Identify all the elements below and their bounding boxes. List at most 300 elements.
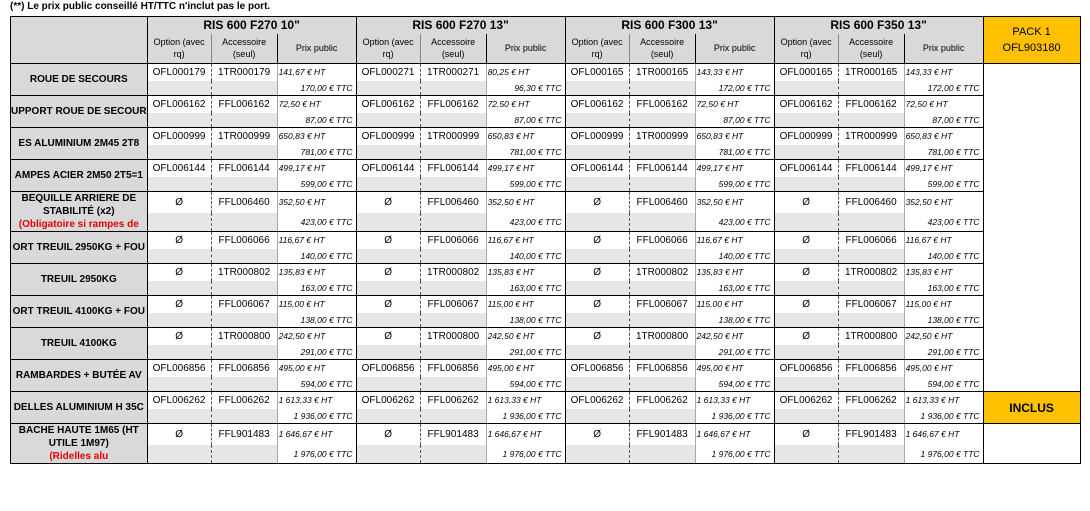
option-code: OFL000271 [356,64,420,81]
price-ttc: 1 936,00 € TTC [486,409,565,424]
price-ttc: 140,00 € TTC [904,249,983,264]
accessoire-code: 1TR000165 [629,64,695,81]
accessoire-code-blank [838,249,904,264]
row-label [11,128,148,160]
option-code: Ø [774,424,838,445]
price-ht: 242,50 € HT [486,328,565,345]
price-ttc: 599,00 € TTC [904,177,983,192]
accessoire-subheader: Accessoire (seul) [211,34,277,64]
accessoire-code: 1TR000165 [838,64,904,81]
accessoire-subheader: Accessoire (seul) [420,34,486,64]
option-code-blank [147,81,211,96]
price-ht: 650,83 € HT [904,128,983,145]
row-label [11,192,148,232]
price-ht: 135,83 € HT [277,264,356,281]
price-ttc: 291,00 € TTC [904,345,983,360]
option-code-blank [356,345,420,360]
accessoire-code: 1TR000802 [838,264,904,281]
accessoire-code: 1TR000802 [420,264,486,281]
row-label-text: BEQUILLE ARRIERE DE STABILITÉ (x2) [21,193,137,217]
pack-title: PACK 1 [1012,26,1051,38]
option-code: OFL006262 [147,392,211,409]
price-ttc: 172,00 € TTC [695,81,774,96]
price-ttc: 140,00 € TTC [277,249,356,264]
option-code: OFL006856 [147,360,211,377]
accessoire-code: FFL006144 [629,160,695,177]
row-label [11,392,148,424]
option-code: Ø [565,232,629,249]
accessoire-code: FFL006162 [838,96,904,113]
option-code: Ø [356,192,420,213]
accessoire-code: FFL901483 [629,424,695,445]
price-ht: 352,50 € HT [695,192,774,213]
accessoire-code-blank [838,377,904,392]
option-code-blank [147,145,211,160]
option-code-blank [774,213,838,232]
option-code: OFL006162 [147,96,211,113]
accessoire-code: FFL901483 [211,424,277,445]
option-code: OFL006262 [356,392,420,409]
accessoire-code: FFL006067 [838,296,904,313]
accessoire-code: FFL006067 [629,296,695,313]
option-code-blank [774,177,838,192]
accessoire-code: 1TR000800 [629,328,695,345]
option-code-blank [565,345,629,360]
pack-inclus: INCLUS [983,392,1080,424]
price-ht: 80,25 € HT [486,64,565,81]
row-label [11,360,148,392]
price-ttc: 599,00 € TTC [486,177,565,192]
option-code-blank [774,145,838,160]
accessoire-code: FFL006144 [211,160,277,177]
price-ht: 495,00 € HT [904,360,983,377]
accessoire-code-blank [838,145,904,160]
price-ht: 495,00 € HT [486,360,565,377]
option-code: Ø [356,328,420,345]
option-code: Ø [774,192,838,213]
accessoire-code: FFL901483 [838,424,904,445]
price-ttc: 594,00 € TTC [695,377,774,392]
row-label [11,96,148,128]
option-code-blank [147,177,211,192]
accessoire-code: FFL006162 [420,96,486,113]
option-subheader: Option (avec rq) [147,34,211,64]
accessoire-code: FFL006262 [211,392,277,409]
accessoire-code-blank [629,81,695,96]
accessoire-code-blank [629,145,695,160]
option-code: OFL000179 [147,64,211,81]
option-code: Ø [565,424,629,445]
price-ttc: 163,00 € TTC [277,281,356,296]
accessoire-code-blank [838,213,904,232]
accessoire-code-blank [420,81,486,96]
row-label-text: TREUIL 2950KG [40,274,117,285]
row-label [11,232,148,264]
accessoire-code: FFL006856 [838,360,904,377]
accessoire-code-blank [420,213,486,232]
row-label-text: AMPES ACIER 2M50 2T5=1 [14,170,143,181]
option-code-blank [356,281,420,296]
accessoire-code-blank [420,145,486,160]
price-ttc: 138,00 € TTC [695,313,774,328]
price-ht: 1 646,67 € HT [904,424,983,445]
price-ttc: 291,00 € TTC [486,345,565,360]
accessoire-code-blank [420,445,486,464]
price-ht: 650,83 € HT [695,128,774,145]
price-ttc: 140,00 € TTC [486,249,565,264]
price-ttc: 138,00 € TTC [904,313,983,328]
option-code-blank [147,409,211,424]
accessoire-subheader: Accessoire (seul) [838,34,904,64]
price-ht: 115,00 € HT [486,296,565,313]
option-code-blank [147,345,211,360]
accessoire-subheader: Accessoire (seul) [629,34,695,64]
option-code: OFL006144 [565,160,629,177]
pack-blank-area [983,424,1080,464]
option-code: OFL006856 [565,360,629,377]
accessoire-code-blank [211,213,277,232]
price-ttc: 87,00 € TTC [695,113,774,128]
accessoire-code-blank [420,113,486,128]
option-code-blank [774,249,838,264]
accessoire-code: FFL006066 [211,232,277,249]
price-ht: 352,50 € HT [486,192,565,213]
model-header: RIS 600 F300 13" [565,17,774,34]
accessoire-code: 1TR000802 [629,264,695,281]
accessoire-code-blank [211,81,277,96]
price-ht: 1 646,67 € HT [695,424,774,445]
option-code: OFL006856 [356,360,420,377]
option-code: Ø [774,232,838,249]
accessoire-code-blank [629,345,695,360]
accessoire-code-blank [420,281,486,296]
accessoire-code: FFL006460 [211,192,277,213]
option-code: Ø [356,296,420,313]
price-ttc: 594,00 € TTC [904,377,983,392]
accessoire-code-blank [838,177,904,192]
price-ttc: 1 936,00 € TTC [277,409,356,424]
accessoire-code-blank [629,281,695,296]
option-code: Ø [774,296,838,313]
accessoire-code-blank [629,113,695,128]
option-code: Ø [356,264,420,281]
option-code-blank [356,81,420,96]
price-ttc: 1 976,00 € TTC [486,445,565,464]
row-label-text: RAMBARDES + BUTÉE AV [15,370,142,381]
accessoire-code: FFL006162 [211,96,277,113]
option-code: Ø [565,192,629,213]
accessoire-code: FFL006066 [838,232,904,249]
price-ht: 499,17 € HT [904,160,983,177]
price-ht: 135,83 € HT [486,264,565,281]
price-ht: 1 646,67 € HT [486,424,565,445]
model-header: RIS 600 F350 13" [774,17,983,34]
price-ht: 1 613,33 € HT [277,392,356,409]
option-code: OFL006162 [356,96,420,113]
price-ttc: 781,00 € TTC [277,145,356,160]
price-ttc: 170,00 € TTC [277,81,356,96]
price-ht: 72,50 € HT [277,96,356,113]
price-ht: 143,33 € HT [695,64,774,81]
accessoire-code: 1TR000179 [211,64,277,81]
option-code-blank [356,445,420,464]
price-ttc: 781,00 € TTC [486,145,565,160]
accessoire-code: FFL006262 [629,392,695,409]
accessoire-code: FFL006856 [629,360,695,377]
corner-cell [11,17,148,64]
option-code-blank [774,345,838,360]
accessoire-code: FFL006460 [420,192,486,213]
option-code-blank [774,281,838,296]
row-label [11,296,148,328]
option-code: OFL006162 [774,96,838,113]
model-header: RIS 600 F270 13" [356,17,565,34]
price-sheet [10,16,1081,464]
option-code: OFL000165 [774,64,838,81]
price-ttc: 87,00 € TTC [904,113,983,128]
price-ht: 115,00 € HT [277,296,356,313]
option-code: OFL000999 [774,128,838,145]
option-code-blank [147,249,211,264]
price-ttc: 594,00 € TTC [486,377,565,392]
row-label-text: BACHE HAUTE 1M65 (HT UTILE 1M97) [18,425,139,449]
price-ttc: 594,00 € TTC [277,377,356,392]
accessoire-code-blank [420,409,486,424]
price-ht: 135,83 € HT [695,264,774,281]
prix-subheader: Prix public [277,34,356,64]
price-ttc: 291,00 € TTC [695,345,774,360]
price-ttc: 96,30 € TTC [486,81,565,96]
prix-subheader: Prix public [904,34,983,64]
accessoire-code-blank [420,377,486,392]
accessoire-code: 1TR000800 [420,328,486,345]
option-code-blank [565,409,629,424]
option-code-blank [565,213,629,232]
option-code: OFL006144 [356,160,420,177]
accessoire-code-blank [211,377,277,392]
row-label-note: (Obligatoire si rampes de [18,219,139,230]
option-code: Ø [147,232,211,249]
accessoire-code-blank [211,177,277,192]
accessoire-code: FFL006162 [629,96,695,113]
option-code-blank [147,213,211,232]
row-label [11,424,148,464]
price-ht: 72,50 € HT [486,96,565,113]
option-code: OFL006162 [565,96,629,113]
option-code: Ø [774,328,838,345]
price-ttc: 1 936,00 € TTC [904,409,983,424]
accessoire-code-blank [211,249,277,264]
option-code: OFL006262 [774,392,838,409]
price-ht: 242,50 € HT [695,328,774,345]
accessoire-code-blank [420,313,486,328]
accessoire-code: FFL901483 [420,424,486,445]
price-ht: 116,67 € HT [277,232,356,249]
price-ht: 116,67 € HT [695,232,774,249]
accessoire-code-blank [629,377,695,392]
option-code-blank [565,249,629,264]
option-code-blank [356,249,420,264]
price-ht: 499,17 € HT [486,160,565,177]
accessoire-code-blank [211,313,277,328]
price-ttc: 1 976,00 € TTC [904,445,983,464]
accessoire-code: 1TR000999 [838,128,904,145]
model-header: RIS 600 F270 10" [147,17,356,34]
option-code: Ø [147,328,211,345]
price-ttc: 87,00 € TTC [486,113,565,128]
option-code-blank [147,313,211,328]
price-ht: 1 646,67 € HT [277,424,356,445]
accessoire-code-blank [629,313,695,328]
accessoire-code-blank [838,313,904,328]
price-ht: 650,83 € HT [486,128,565,145]
option-code-blank [774,81,838,96]
option-code-blank [565,81,629,96]
accessoire-code: FFL006066 [629,232,695,249]
accessoire-code: 1TR000999 [211,128,277,145]
accessoire-code-blank [629,177,695,192]
price-ht: 115,00 € HT [904,296,983,313]
row-label-text: ORT TREUIL 4100KG + FOU [12,306,145,317]
accessoire-code-blank [838,281,904,296]
accessoire-code-blank [838,81,904,96]
price-ttc: 1 976,00 € TTC [695,445,774,464]
option-code: Ø [147,424,211,445]
price-ht: 495,00 € HT [695,360,774,377]
price-ht: 499,17 € HT [277,160,356,177]
accessoire-code-blank [420,345,486,360]
option-code: Ø [565,296,629,313]
option-code: Ø [356,232,420,249]
accessoire-code-blank [211,113,277,128]
price-ht: 115,00 € HT [695,296,774,313]
accessoire-code-blank [211,145,277,160]
price-ttc: 599,00 € TTC [277,177,356,192]
price-ht: 242,50 € HT [277,328,356,345]
option-code: OFL000165 [565,64,629,81]
accessoire-code-blank [629,213,695,232]
accessoire-code: FFL006144 [838,160,904,177]
price-ht: 1 613,33 € HT [486,392,565,409]
price-ttc: 138,00 € TTC [277,313,356,328]
option-code: OFL006262 [565,392,629,409]
option-code: OFL006856 [774,360,838,377]
accessoire-code: FFL006856 [211,360,277,377]
option-code-blank [356,145,420,160]
accessoire-code: 1TR000800 [211,328,277,345]
accessoire-code-blank [629,249,695,264]
row-label-text: UPPORT ROUE DE SECOUR [11,106,147,117]
option-code: OFL006144 [147,160,211,177]
accessoire-code-blank [629,445,695,464]
row-label-text: TREUIL 4100KG [40,338,117,349]
option-code-blank [774,113,838,128]
price-ht: 650,83 € HT [277,128,356,145]
price-ttc: 1 976,00 € TTC [277,445,356,464]
price-ht: 116,67 € HT [486,232,565,249]
price-ht: 1 613,33 € HT [695,392,774,409]
accessoire-code-blank [211,345,277,360]
price-ht: 141,67 € HT [277,64,356,81]
price-table [10,16,1081,464]
price-ttc: 423,00 € TTC [904,213,983,232]
accessoire-code: 1TR000800 [838,328,904,345]
price-ttc: 423,00 € TTC [277,213,356,232]
price-ttc: 599,00 € TTC [695,177,774,192]
option-code: OFL000999 [147,128,211,145]
option-code-blank [356,377,420,392]
option-code: Ø [774,264,838,281]
option-code-blank [565,281,629,296]
prix-subheader: Prix public [695,34,774,64]
option-code: Ø [147,264,211,281]
pack-header [983,17,1080,64]
accessoire-code: 1TR000271 [420,64,486,81]
option-code: OFL000999 [565,128,629,145]
option-subheader: Option (avec rq) [356,34,420,64]
price-ht: 72,50 € HT [695,96,774,113]
price-ttc: 163,00 € TTC [486,281,565,296]
accessoire-code-blank [838,445,904,464]
accessoire-code: 1TR000999 [420,128,486,145]
option-code-blank [147,113,211,128]
accessoire-code-blank [838,409,904,424]
accessoire-code: FFL006460 [629,192,695,213]
accessoire-code-blank [838,345,904,360]
price-ht: 143,33 € HT [904,64,983,81]
option-code: Ø [565,264,629,281]
price-ht: 499,17 € HT [695,160,774,177]
row-label [11,328,148,360]
price-ttc: 781,00 € TTC [904,145,983,160]
row-label [11,264,148,296]
option-code-blank [356,213,420,232]
option-code-blank [774,377,838,392]
option-code-blank [774,409,838,424]
price-ht: 495,00 € HT [277,360,356,377]
option-code-blank [774,313,838,328]
price-ht: 116,67 € HT [904,232,983,249]
option-code-blank [356,177,420,192]
price-ttc: 423,00 € TTC [695,213,774,232]
option-code: Ø [147,296,211,313]
option-code-blank [565,377,629,392]
pack-code: OFL903180 [1002,42,1061,54]
price-ht: 135,83 € HT [904,264,983,281]
option-code-blank [565,113,629,128]
row-label [11,64,148,96]
accessoire-code: FFL006262 [838,392,904,409]
accessoire-code-blank [420,177,486,192]
price-ht: 352,50 € HT [904,192,983,213]
price-ttc: 423,00 € TTC [486,213,565,232]
option-code-blank [356,409,420,424]
price-note: (**) Le prix public conseillé HT/TTC n'inclut pas le port. [10,1,271,12]
price-ttc: 291,00 € TTC [277,345,356,360]
option-subheader: Option (avec rq) [774,34,838,64]
option-code: Ø [356,424,420,445]
accessoire-code: FFL006066 [420,232,486,249]
option-code-blank [565,177,629,192]
accessoire-code: FFL006460 [838,192,904,213]
option-code-blank [565,145,629,160]
accessoire-code: FFL006067 [420,296,486,313]
option-code: OFL006144 [774,160,838,177]
accessoire-code-blank [420,249,486,264]
option-code: Ø [565,328,629,345]
price-ht: 242,50 € HT [904,328,983,345]
row-label-text: ORT TREUIL 2950KG + FOU [12,242,145,253]
